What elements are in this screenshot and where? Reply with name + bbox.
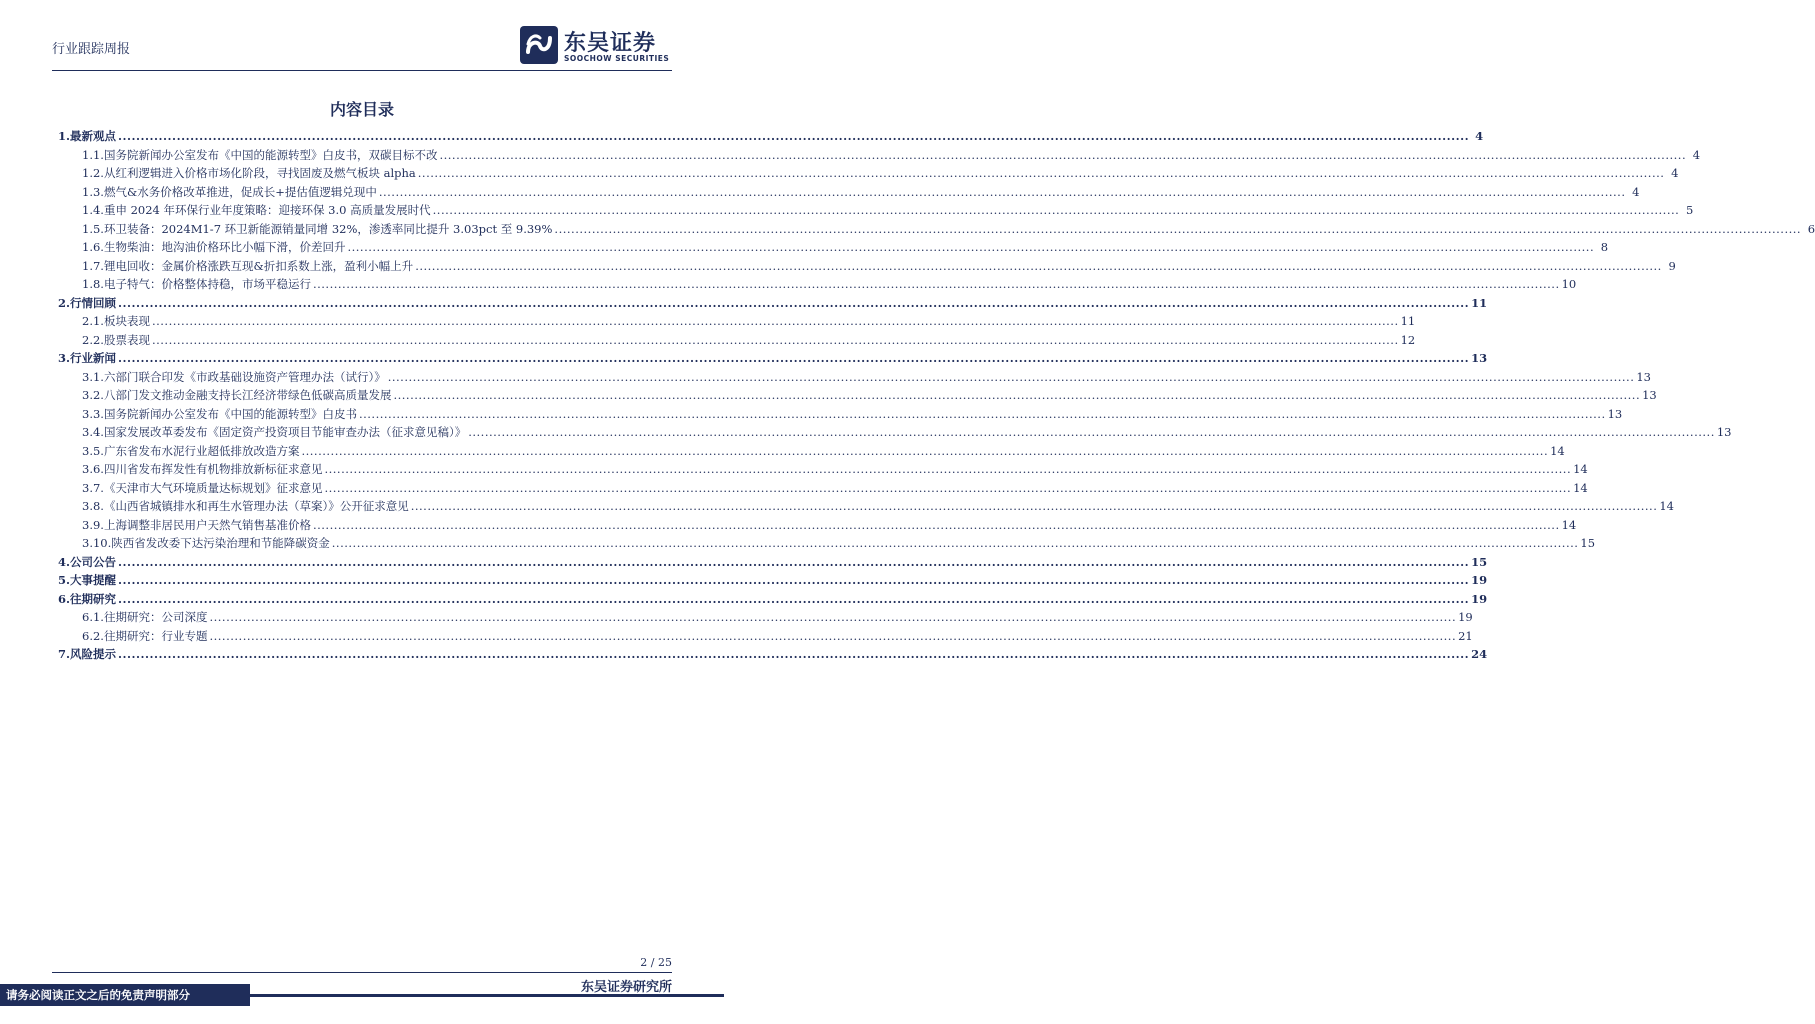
toc-entry-title: 四川省发布挥发性有机物排放新标征求意见 — [103, 462, 323, 476]
toc-entry-title: 环卫装备：2024M1-7 环卫新能源销量同增 32%，渗透率同比提升 3.03pct 至 9.39% — [103, 221, 553, 236]
toc-entry-page: 21 — [1458, 628, 1473, 643]
toc-entry-page: 14 — [1659, 499, 1674, 513]
toc-entry-title: 股票表现 — [103, 332, 150, 347]
institute-name: 东吴证券研究所 — [580, 980, 672, 995]
toc-entry-title: 上海调整非居民用户天然气销售基准价格 — [103, 517, 311, 532]
toc-dot-leader: ............................................................................................................................................................................................................................................................................................................ — [209, 628, 1457, 643]
toc-entry-title: 《山西省城镇排水和再生水管理办法（草案）》公开征求意见 — [103, 499, 409, 513]
toc-dot-leader: ............................................................................................................................................................................................................................................................................................................ — [387, 369, 1635, 384]
toc-dot-leader: ............................................................................................................................................................................................................................................................................................................ — [439, 147, 1687, 162]
toc-dot-leader: ............................................................................................................................................................................................................................................................................................................ — [209, 610, 1457, 624]
toc-entry[interactable] — [58, 424, 1732, 443]
toc-entry-number: 3.10. — [82, 536, 112, 550]
toc-entry-number: 5. — [58, 573, 71, 587]
toc-dot-leader: ............................................................................................................................................................................................................................................................................................................ — [554, 221, 1802, 236]
toc-entry-title: 往期研究：公司深度 — [103, 610, 208, 624]
toc-entry[interactable] — [58, 295, 1488, 314]
toc-dot-leader: ............................................................................................................................................................................................................................................................................................................ — [415, 258, 1662, 273]
toc-entry-page: 6 — [1807, 221, 1815, 236]
toc-entry-title: 生物柴油：地沟油价格环比小幅下滑，价差回升 — [103, 240, 346, 254]
toc-dot-leader: ............................................................................................................................................................................................................................................................................................................ — [118, 647, 1470, 661]
toc-entry[interactable] — [58, 554, 1488, 573]
toc-entry[interactable] — [58, 480, 1588, 499]
toc-entry[interactable] — [58, 591, 1488, 610]
toc-entry-number: 6.1. — [82, 610, 104, 624]
toc-entry-title: 板块表现 — [103, 314, 150, 328]
page-title: 内容目录 — [329, 100, 394, 119]
toc-entry-number: 3.4. — [82, 425, 104, 439]
toc-entry[interactable] — [58, 609, 1473, 628]
toc-dot-leader: ............................................................................................................................................................................................................................................................................................................ — [301, 443, 1549, 458]
toc-entry-number: 3.2. — [82, 388, 104, 402]
toc-entry[interactable] — [58, 128, 1484, 147]
toc-entry[interactable] — [58, 221, 1815, 240]
toc-entry-title: 燃气&水务价格改革推进，促成长+提估值逻辑兑现中 — [103, 184, 377, 199]
toc-entry[interactable] — [58, 572, 1488, 591]
toc-entry-title: 重申 2024 年环保行业年度策略：迎接环保 3.0 高质量发展时代 — [103, 203, 431, 217]
toc-entry-title: 最新观点 — [70, 129, 117, 143]
footer-divider — [52, 972, 672, 973]
toc-entry[interactable] — [58, 184, 1640, 203]
toc-entry-number: 4. — [58, 554, 71, 569]
toc-dot-leader: ............................................................................................................................................................................................................................................................................................................ — [393, 388, 1641, 402]
toc-entry[interactable] — [58, 517, 1577, 536]
toc-entry-title: 大事提醒 — [70, 573, 117, 587]
toc-entry[interactable] — [58, 646, 1488, 665]
toc-entry-page: 13 — [1642, 388, 1657, 402]
disclaimer-banner: 请务必阅读正文之后的免责声明部分 — [0, 984, 250, 1006]
toc-entry-page: 14 — [1550, 443, 1565, 458]
toc-entry-title: 从红利逻辑进入价格市场化阶段，寻找固废及燃气板块 alpha — [103, 166, 416, 180]
toc-entry-number: 1.3. — [82, 184, 104, 199]
toc-entry-number: 3.8. — [82, 499, 104, 513]
page-indicator: 2 / 25 — [640, 956, 672, 969]
toc-entry[interactable] — [58, 350, 1488, 369]
toc-entry-number: 3.1. — [82, 369, 104, 384]
toc-entry[interactable] — [58, 628, 1473, 647]
brand-logo — [520, 26, 680, 66]
toc-entry-page: 11 — [1400, 314, 1416, 328]
toc-entry-title: 锂电回收：金属价格涨跌互现&折扣系数上涨，盈利小幅上升 — [103, 258, 414, 273]
toc-entry-page: 15 — [1471, 554, 1488, 569]
toc-entry[interactable] — [58, 406, 1623, 425]
toc-entry-title: 行业新闻 — [70, 351, 117, 365]
toc-entry[interactable] — [58, 332, 1416, 351]
toc-entry-number: 1.4. — [82, 203, 104, 217]
toc-entry-number: 1.8. — [82, 277, 104, 291]
toc-entry-title: 《天津市大气环境质量达标规划》征求意见 — [103, 480, 323, 495]
toc-dot-leader: ............................................................................................................................................................................................................................................................................................................ — [118, 351, 1470, 365]
toc-dot-leader: ............................................................................................................................................................................................................................................................................................................ — [358, 406, 1606, 421]
toc-entry-number: 3.5. — [82, 443, 104, 458]
toc-entry-number: 1.7. — [82, 258, 104, 273]
brand-name-en: SOOCHOW SECURITIES — [564, 54, 670, 63]
toc-entry-page: 10 — [1561, 277, 1577, 291]
toc-entry-number: 3.6. — [82, 462, 104, 476]
toc-entry-title: 国务院新闻办公室发布《中国的能源转型》白皮书 — [103, 406, 357, 421]
toc-entry[interactable] — [58, 202, 1694, 221]
toc-entry-title: 陕西省发改委下达污染治理和节能降碳资金 — [111, 536, 330, 550]
toc-entry-title: 风险提示 — [70, 647, 117, 661]
toc-entry-page: 12 — [1400, 332, 1416, 347]
toc-entry[interactable] — [58, 498, 1674, 517]
toc-dot-leader: ............................................................................................................................................................................................................................................................................................................ — [118, 295, 1470, 310]
toc-entry-page: 4 — [1671, 166, 1679, 180]
toc-entry-title: 八部门发文推动金融支持长江经济带绿色低碳高质量发展 — [103, 388, 392, 402]
toc-dot-leader: ............................................................................................................................................................................................................................................................................................................ — [151, 332, 1399, 347]
header-divider — [52, 70, 672, 71]
toc-entry-title: 六部门联合印发《市政基础设施资产管理办法（试行）》 — [103, 369, 386, 384]
toc-dot-leader: ............................................................................................................................................................................................................................................................................................................ — [151, 314, 1399, 328]
toc-entry-title: 广东省发布水泥行业超低排放改造方案 — [103, 443, 300, 458]
toc-entry-page: 14 — [1573, 480, 1588, 495]
toc-entry-number: 1.2. — [82, 166, 104, 180]
brand-name-cn: 东吴证券 — [564, 31, 657, 56]
toc-entry-page: 24 — [1471, 647, 1488, 661]
toc-entry-page: 13 — [1636, 369, 1651, 384]
toc-entry-page: 13 — [1471, 351, 1488, 365]
toc-entry[interactable] — [58, 165, 1679, 184]
toc-dot-leader: ............................................................................................................................................................................................................................................................................................................ — [432, 203, 1680, 217]
toc-entry-number: 1.1. — [82, 147, 104, 162]
toc-entry-number: 1.6. — [82, 240, 104, 254]
toc-entry-page: 15 — [1580, 536, 1596, 550]
toc-entry-number: 1. — [58, 129, 71, 143]
table-of-contents — [58, 128, 1815, 665]
toc-entry-number: 6.2. — [82, 628, 104, 643]
report-type-label: 行业跟踪周报 — [52, 42, 131, 57]
toc-entry-title: 往期研究：行业专题 — [103, 628, 208, 643]
toc-dot-leader: ............................................................................................................................................................................................................................................................................................................ — [410, 499, 1658, 513]
toc-entry-title: 电子特气：价格整体持稳，市场平稳运行 — [103, 277, 311, 291]
toc-entry-number: 2.1. — [82, 314, 104, 328]
soochow-logo-icon — [520, 26, 558, 64]
toc-entry-number: 6. — [58, 591, 71, 606]
toc-entry-number: 3.9. — [82, 517, 104, 532]
toc-entry-number: 2. — [58, 295, 71, 310]
toc-entry[interactable] — [58, 147, 1701, 166]
toc-entry[interactable] — [58, 535, 1596, 554]
toc-entry-number: 3. — [58, 351, 71, 365]
toc-entry-page: 4 — [1632, 184, 1640, 199]
toc-entry-number: 3.7. — [82, 480, 104, 495]
toc-dot-leader: ............................................................................................................................................................................................................................................................................................................ — [312, 277, 1560, 291]
toc-entry-page: 14 — [1573, 462, 1588, 476]
toc-entry-page: 5 — [1685, 203, 1694, 217]
toc-dot-leader: ............................................................................................................................................................................................................................................................................................................ — [347, 240, 1595, 254]
toc-entry[interactable] — [58, 369, 1651, 388]
toc-entry[interactable] — [58, 276, 1577, 295]
toc-entry-page: 13 — [1716, 425, 1732, 439]
toc-entry-title: 公司公告 — [70, 554, 117, 569]
toc-entry[interactable] — [58, 313, 1416, 332]
toc-entry-number: 2.2. — [82, 332, 104, 347]
toc-entry-title: 行情回顾 — [70, 295, 117, 310]
toc-dot-leader: ............................................................................................................................................................................................................................................................................................................ — [118, 554, 1470, 569]
toc-entry-number: 3.3. — [82, 406, 104, 421]
toc-entry-page: 9 — [1668, 258, 1676, 273]
toc-entry-number: 7. — [58, 647, 71, 661]
toc-entry-page: 19 — [1471, 591, 1488, 606]
toc-entry-number: 1.5. — [82, 221, 104, 236]
toc-entry[interactable] — [58, 461, 1588, 480]
toc-entry-title: 国家发展改革委发布《固定资产投资项目节能审查办法（征求意见稿）》 — [103, 425, 467, 439]
toc-entry[interactable] — [58, 443, 1565, 462]
toc-dot-leader: ............................................................................................................................................................................................................................................................................................................ — [118, 573, 1470, 587]
toc-entry-page: 4 — [1475, 129, 1484, 143]
toc-entry-page: 19 — [1458, 610, 1473, 624]
toc-entry-page: 13 — [1607, 406, 1623, 421]
toc-dot-leader: ............................................................................................................................................................................................................................................................................................................ — [331, 536, 1579, 550]
toc-entry-page: 4 — [1692, 147, 1701, 162]
toc-dot-leader: ............................................................................................................................................................................................................................................................................................................ — [118, 129, 1470, 143]
toc-entry-title: 往期研究 — [70, 591, 117, 606]
toc-entry-page: 8 — [1600, 240, 1609, 254]
toc-entry[interactable] — [58, 387, 1657, 406]
toc-dot-leader: ............................................................................................................................................................................................................................................................................................................ — [324, 462, 1572, 476]
toc-dot-leader: ............................................................................................................................................................................................................................................................................................................ — [417, 166, 1665, 180]
toc-entry-page: 14 — [1561, 517, 1577, 532]
toc-dot-leader: ............................................................................................................................................................................................................................................................................................................ — [468, 425, 1715, 439]
toc-entry-page: 19 — [1471, 573, 1488, 587]
toc-entry[interactable] — [58, 258, 1676, 277]
toc-dot-leader: ............................................................................................................................................................................................................................................................................................................ — [312, 517, 1560, 532]
toc-entry-title: 国务院新闻办公室发布《中国的能源转型》白皮书，双碳目标不改 — [103, 147, 438, 162]
toc-dot-leader: ............................................................................................................................................................................................................................................................................................................ — [118, 591, 1470, 606]
toc-dot-leader: ............................................................................................................................................................................................................................................................................................................ — [378, 184, 1626, 199]
toc-dot-leader: ............................................................................................................................................................................................................................................................................................................ — [324, 480, 1572, 495]
toc-entry[interactable] — [58, 239, 1609, 258]
toc-entry-page: 11 — [1471, 295, 1488, 310]
